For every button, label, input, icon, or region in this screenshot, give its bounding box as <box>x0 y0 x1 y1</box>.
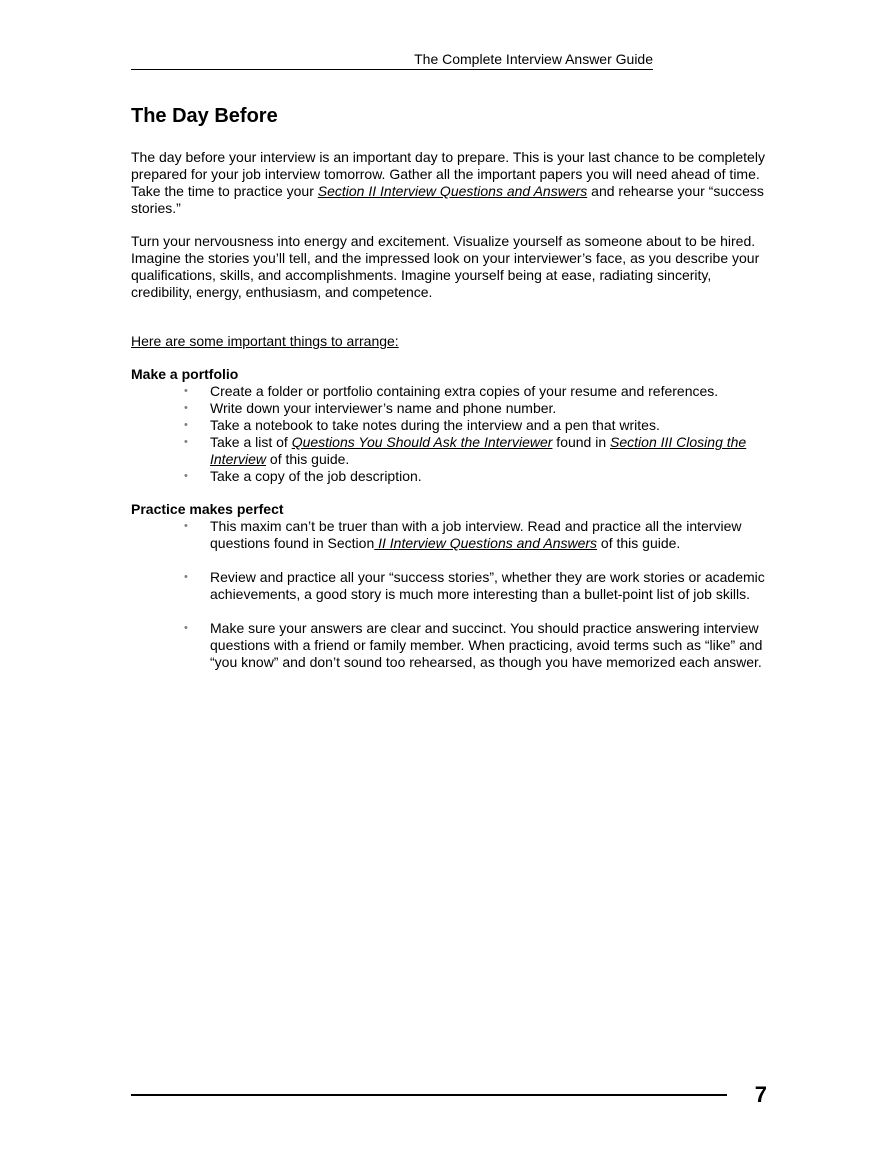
running-header-title: The Complete Interview Answer Guide <box>414 51 653 67</box>
bullet-icon: • <box>184 402 188 414</box>
intro-paragraph-text-end: and rehearse your “success stories.” <box>131 183 764 216</box>
list-item-text: Take a copy of the job description. <box>210 468 422 484</box>
list-item-text: Write down your interviewer’s name and phone number. <box>210 400 557 416</box>
main-content <box>131 149 766 671</box>
bullet-icon: • <box>184 470 188 482</box>
list-item-text: found in <box>552 434 611 450</box>
list-item-text: This maxim can’t be truer than with a job interview. Read and practice all the interview questions found in Section <box>210 518 742 551</box>
list-item-text: Take a list of <box>210 434 292 450</box>
questions-to-ask-link[interactable]: Questions You Should Ask the Interviewer <box>291 434 553 450</box>
list-item <box>131 434 766 468</box>
page-number: 7 <box>754 1082 767 1107</box>
page-title: The Day Before <box>131 105 278 127</box>
list-item <box>131 383 766 400</box>
list-item-text: Review and practice all your “success stories”, whether they are work stories or academic achievements, a good story is much more interesting than a bullet-point list of job skills. <box>210 569 765 602</box>
arrange-intro: Here are some important things to arrange: <box>131 333 399 349</box>
section-iii-link[interactable]: Section III Closing the Interview <box>210 434 747 467</box>
list-item <box>131 569 766 603</box>
nervousness-paragraph: Turn your nervousness into energy and excitement. Visualize yourself as someone about to be hired. Imagine the stories you’ll tell, and the impressed look on your interviewer’s face, as you describe your qualifications, skills, and accomplishments. Imagine yourself being at ease, radiating sincerity, credibility, energy, enthusiasm, and competence. <box>131 233 760 300</box>
list-item-text: Make sure your answers are clear and succinct. You should practice answering interview questions with a friend or family member. When practicing, avoid terms such as “like” and “you know” and don’t sound too rehearsed, as though you have memorized each answer. <box>210 620 763 670</box>
list-item <box>131 417 766 434</box>
intro-paragraph <box>131 149 766 217</box>
bullet-icon: • <box>184 436 188 448</box>
list-item-text: Create a folder or portfolio containing extra copies of your resume and references. <box>210 383 719 399</box>
running-header <box>131 50 653 70</box>
portfolio-list <box>131 383 766 485</box>
bullet-icon: • <box>184 520 188 532</box>
section-ii-link[interactable]: Section II Interview Questions and Answers <box>317 183 588 199</box>
bullet-icon: • <box>184 419 188 431</box>
footer-rule <box>131 1094 727 1096</box>
list-item-text: Take a notebook to take notes during the interview and a pen that writes. <box>210 417 660 433</box>
portfolio-heading: Make a portfolio <box>131 366 239 382</box>
practice-heading: Practice makes perfect <box>131 501 284 517</box>
practice-list <box>131 518 766 671</box>
list-item <box>131 468 766 485</box>
bullet-icon: • <box>184 385 188 397</box>
section-ii-link[interactable]: II Interview Questions and Answers <box>374 535 598 551</box>
bullet-icon: • <box>184 622 188 634</box>
intro-paragraph-text: The day before your interview is an important day to prepare. This is your last chance to be completely prepared for your job interview tomorrow. Gather all the important papers you will need ahead of time. Take the time to practice your <box>131 149 765 199</box>
bullet-icon: • <box>184 571 188 583</box>
list-item <box>131 620 766 671</box>
list-item <box>131 518 766 552</box>
list-item-text: of this guide. <box>597 535 681 551</box>
list-item-text: of this guide. <box>266 451 350 467</box>
list-item <box>131 400 766 417</box>
